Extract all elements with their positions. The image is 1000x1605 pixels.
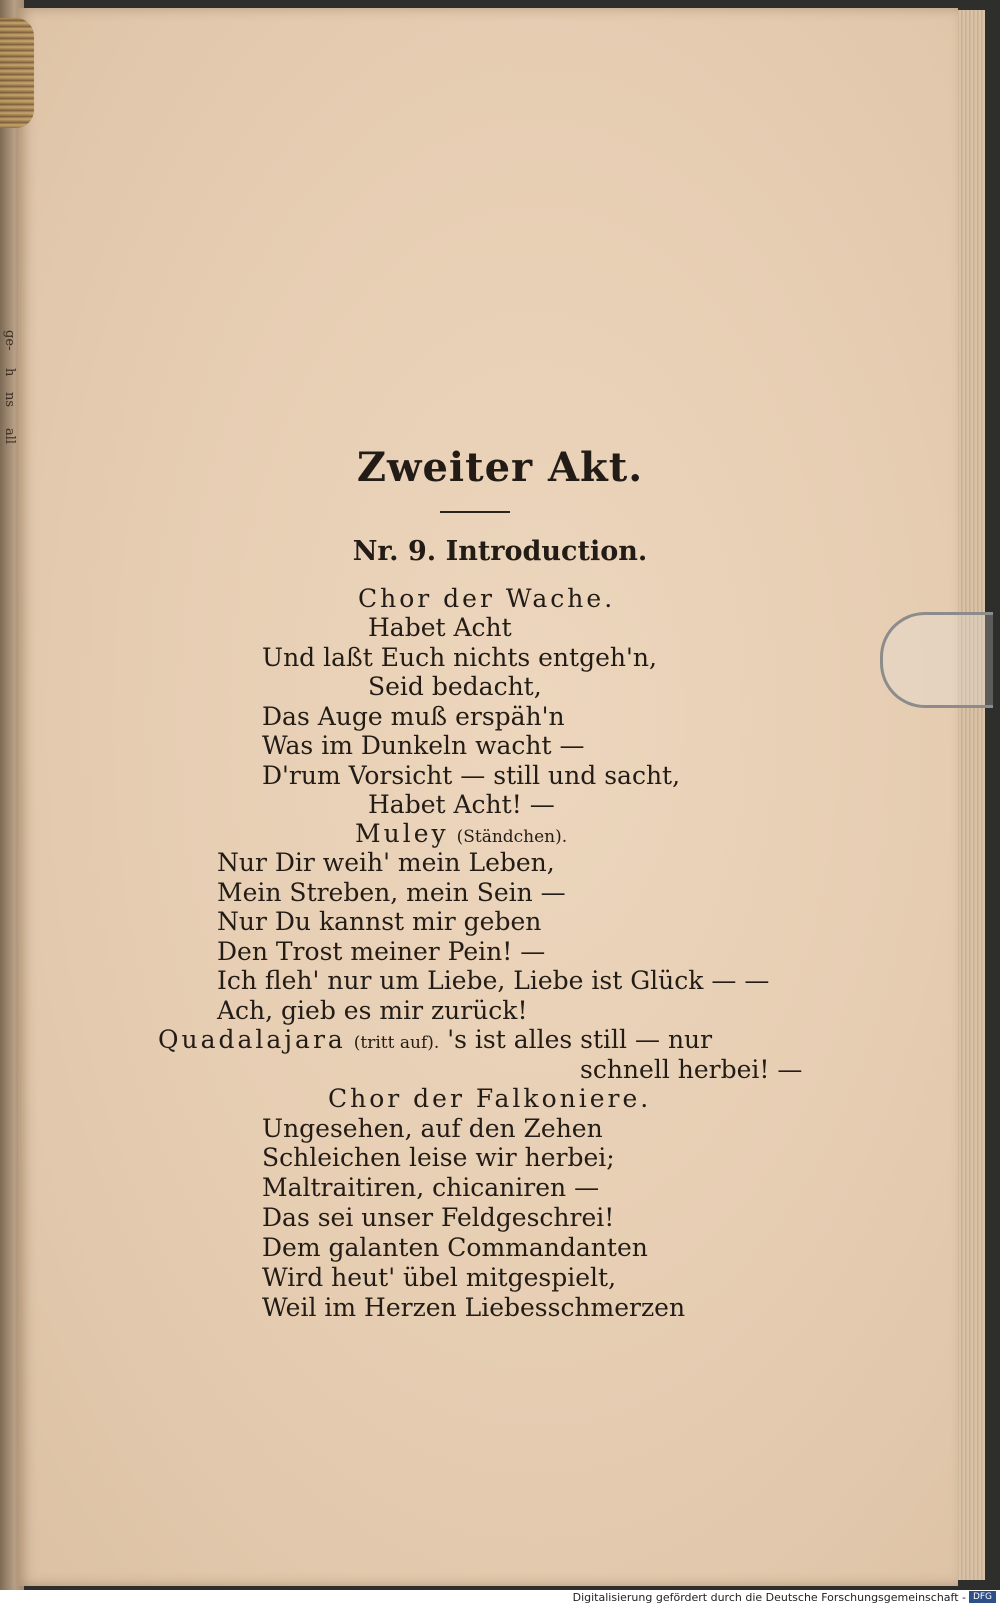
speaker-quadalajara [158,1025,712,1058]
speaker-chorus-guard: Chor der Wache. [358,584,616,613]
title-divider [440,511,510,513]
verse-line: Schleichen leise wir herbei; [262,1143,615,1172]
verse-line: Ach, gieb es mir zurück! [217,996,528,1025]
stage-direction: (Ständchen). [456,827,568,847]
footer-credit: Digitalisierung gefördert durch die Deutsche Forschungsgemeinschaft - [572,1591,966,1604]
verse-line: Ich fleh' nur um Liebe, Liebe ist Glück — — [217,966,770,995]
left-page-fragment: ge- [2,330,17,351]
speaker-chorus-falconers: Chor der Falkoniere. [328,1084,652,1113]
verse-line: Das sei unser Feldgeschrei! [262,1203,615,1232]
verse-line: Nur Du kannst mir geben [217,907,542,936]
verse-line: Was im Dunkeln wacht — [262,731,585,760]
act-title: Zweiter Akt. [356,444,644,491]
verse-line: Habet Acht! — [368,790,555,819]
speaker-name: Quadalajara [158,1025,346,1054]
verse-line: Nur Dir weih' mein Leben, [217,848,555,877]
left-page-fragment: h [2,368,17,377]
stage-direction: (tritt auf). [353,1033,440,1053]
dfg-logo-badge: DFG [969,1591,996,1603]
number-heading: Nr. 9. Introduction. [352,536,648,567]
verse-line: Das Auge muß erspäh'n [262,702,565,731]
verse-line: Maltraitiren, chicaniren — [262,1173,600,1202]
verse-line: schnell herbei! — [580,1055,803,1084]
verse-line: Mein Streben, mein Sein — [217,878,566,907]
verse-line: Den Trost meiner Pein! — [217,937,546,966]
verse-line: Seid bedacht, [368,672,542,701]
left-page-fragment: ns [2,392,17,408]
verse-line: D'rum Vorsicht — still und sacht, [262,761,681,790]
left-page-fragment: all [2,428,17,445]
speaker-name: Muley [355,819,449,848]
verse-line: Wird heut' übel mitgespielt, [262,1263,617,1292]
verse-line: 's ist alles still — nur [447,1025,713,1054]
verse-line: Weil im Herzen Liebesschmerzen [262,1293,686,1322]
verse-line: Dem galanten Commandanten [262,1233,648,1262]
verse-line: Ungesehen, auf den Zehen [262,1114,603,1143]
verse-line: Habet Acht [368,613,512,642]
verse-line: Und laßt Euch nichts entgeh'n, [262,643,657,672]
